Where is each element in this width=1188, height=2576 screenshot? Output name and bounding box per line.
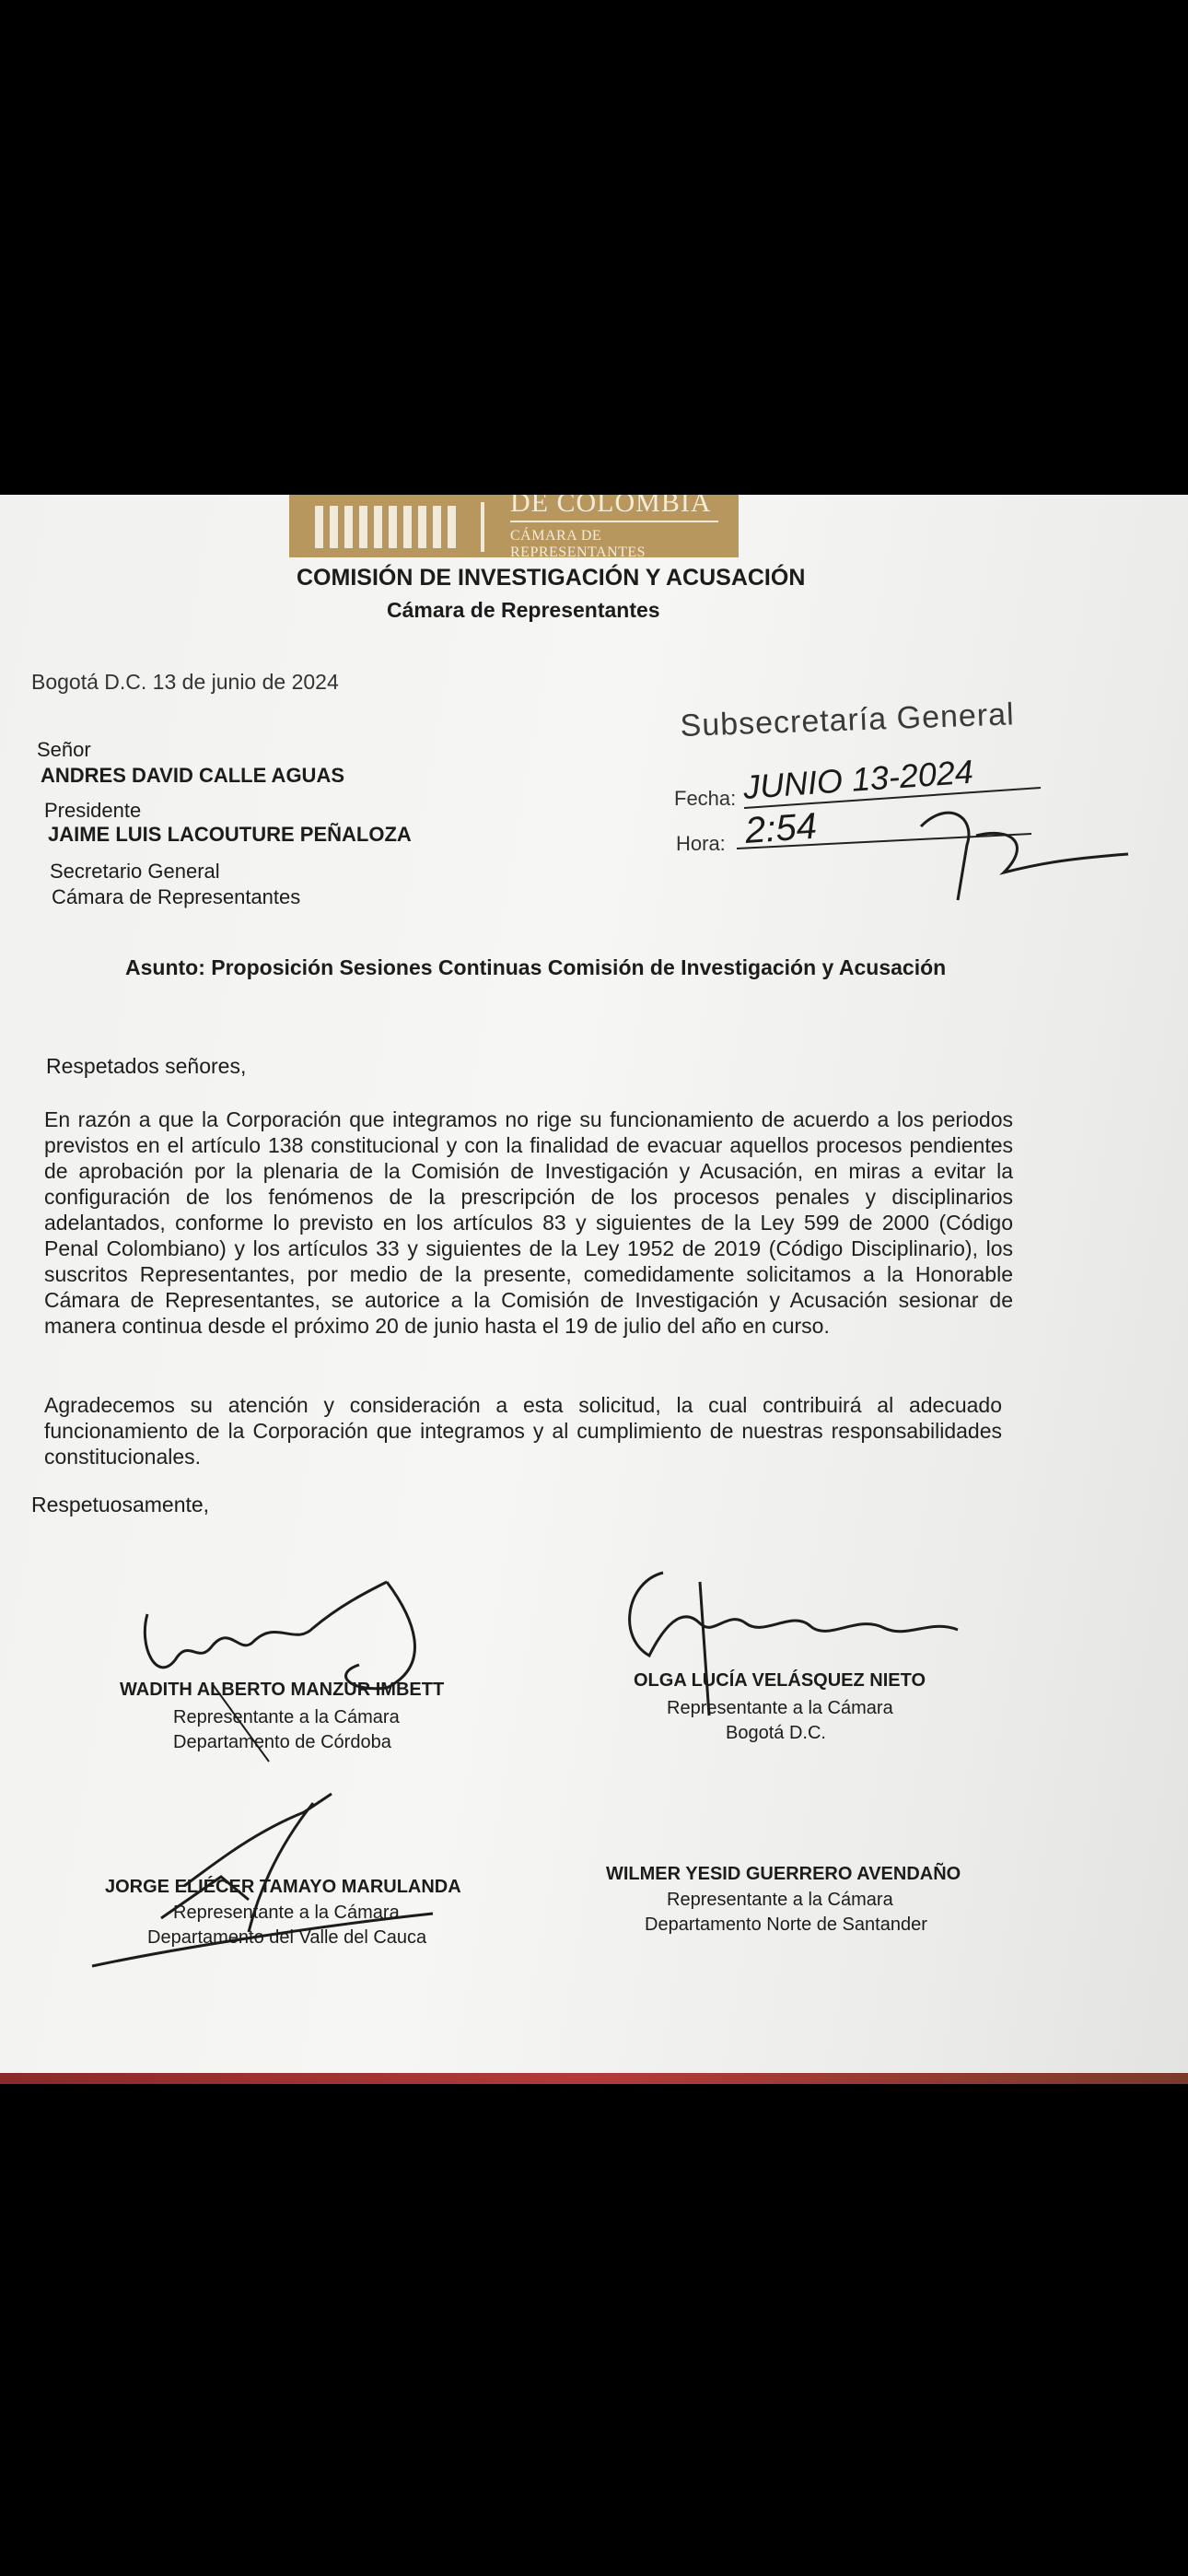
date-line: Bogotá D.C. 13 de junio de 2024	[31, 670, 339, 694]
signature-1-icon	[145, 1582, 414, 1689]
addressee-role-1: Presidente	[44, 799, 142, 822]
handwriting-layer	[0, 495, 1188, 2078]
letter-paper	[0, 495, 1188, 2078]
signatory-2-region: Bogotá D.C.	[726, 1723, 826, 1743]
stamp-fecha-label: Fecha:	[674, 787, 737, 810]
logo-top-text: DE COLOMBIA	[510, 495, 712, 518]
signatory-1-name: WADITH ALBERTO MANZUR IMBETT	[120, 1680, 445, 1700]
signatory-2-role: Representante a la Cámara	[667, 1698, 893, 1718]
commission-title: COMISIÓN DE INVESTIGACIÓN Y ACUSACIÓN	[297, 565, 806, 591]
body-paragraph-1: En razón a que la Corporación que integramos no rige su funcionamiento de acuerdo a los periodos previstos en el artículo 138 constitucional y con la finalidad de evacuar aquellos procesos pendientes de aprobación por la plenaria de la Comisión de Investigación y Acusación, en miras a evitar la configuración de los fenómenos de la prescripción de los procesos penales y disciplinarios adelantados, conforme lo previsto en los artículos 83 y siguientes de la Ley 599 de 2000 (Código Penal Colombiano) y los artículos 33 y siguientes de la Ley 1952 de 2019 (Código Disciplinario), los suscritos Representantes, por medio de la presente, comedidamente solicitamos a la Honorable Cámara de Representantes, se autorice a la Comisión de Investigación y Acusación sesionar de manera continua desde el próximo 20 de junio hasta el 19 de julio del año en curso.	[44, 1107, 1013, 1338]
signatory-3-name: JORGE ELIÉCER TAMAYO MARULANDA	[105, 1877, 461, 1897]
greeting: Respetados señores,	[46, 1054, 247, 1078]
addressee-salutation: Señor	[37, 738, 91, 761]
signatory-1-region: Departamento de Córdoba	[173, 1732, 391, 1752]
signatory-2-name: OLGA LUCÍA VELÁSQUEZ NIETO	[634, 1670, 926, 1691]
stamp-hora-handwritten: 2:54	[743, 805, 819, 851]
paper-bottom-edge	[0, 2073, 1188, 2084]
closing: Respetuosamente,	[31, 1493, 210, 1516]
reception-stamp-title: Subsecretaría General	[680, 697, 1016, 744]
signatory-4-role: Representante a la Cámara	[667, 1890, 893, 1910]
stamp-hora-label: Hora:	[676, 832, 726, 855]
addressee-name-1: ANDRES DAVID CALLE AGUAS	[41, 764, 345, 787]
signatory-1-role: Representante a la Cámara	[173, 1707, 400, 1727]
signatory-4-name: WILMER YESID GUERRERO AVENDAÑO	[606, 1864, 961, 1884]
addressee-org: Cámara de Representantes	[52, 885, 301, 908]
addressee-role-2: Secretario General	[50, 860, 220, 883]
body-paragraph-2: Agradecemos su atención y consideración a esta solicitud, la cual contribuirá al adecuado funcionamiento de la Corporación que integramos y al cumplimiento de nuestras responsabilidades constitucionales.	[44, 1393, 1002, 1469]
receiver-initials-icon	[921, 813, 1128, 900]
chamber-subtitle: Cámara de Representantes	[387, 598, 660, 622]
signature-3-icon	[92, 1794, 433, 1966]
subject-line: Asunto: Proposición Sesiones Continuas Comisión de Investigación y Acusación	[125, 955, 947, 979]
addressee-name-2: JAIME LUIS LACOUTURE PEÑALOZA	[48, 823, 412, 846]
stamp-fecha-handwritten: JUNIO 13-2024	[741, 752, 975, 806]
signatory-3-region: Departamento del Valle del Cauca	[147, 1927, 427, 1948]
signature-2-icon	[630, 1573, 958, 1715]
signatory-3-role: Representante a la Cámara	[173, 1903, 400, 1923]
logo-sub-text: CÁMARA DE REPRESENTANTES	[510, 528, 646, 560]
signature-1-stroke	[212, 1683, 269, 1762]
signatory-4-region: Departamento Norte de Santander	[645, 1914, 927, 1935]
